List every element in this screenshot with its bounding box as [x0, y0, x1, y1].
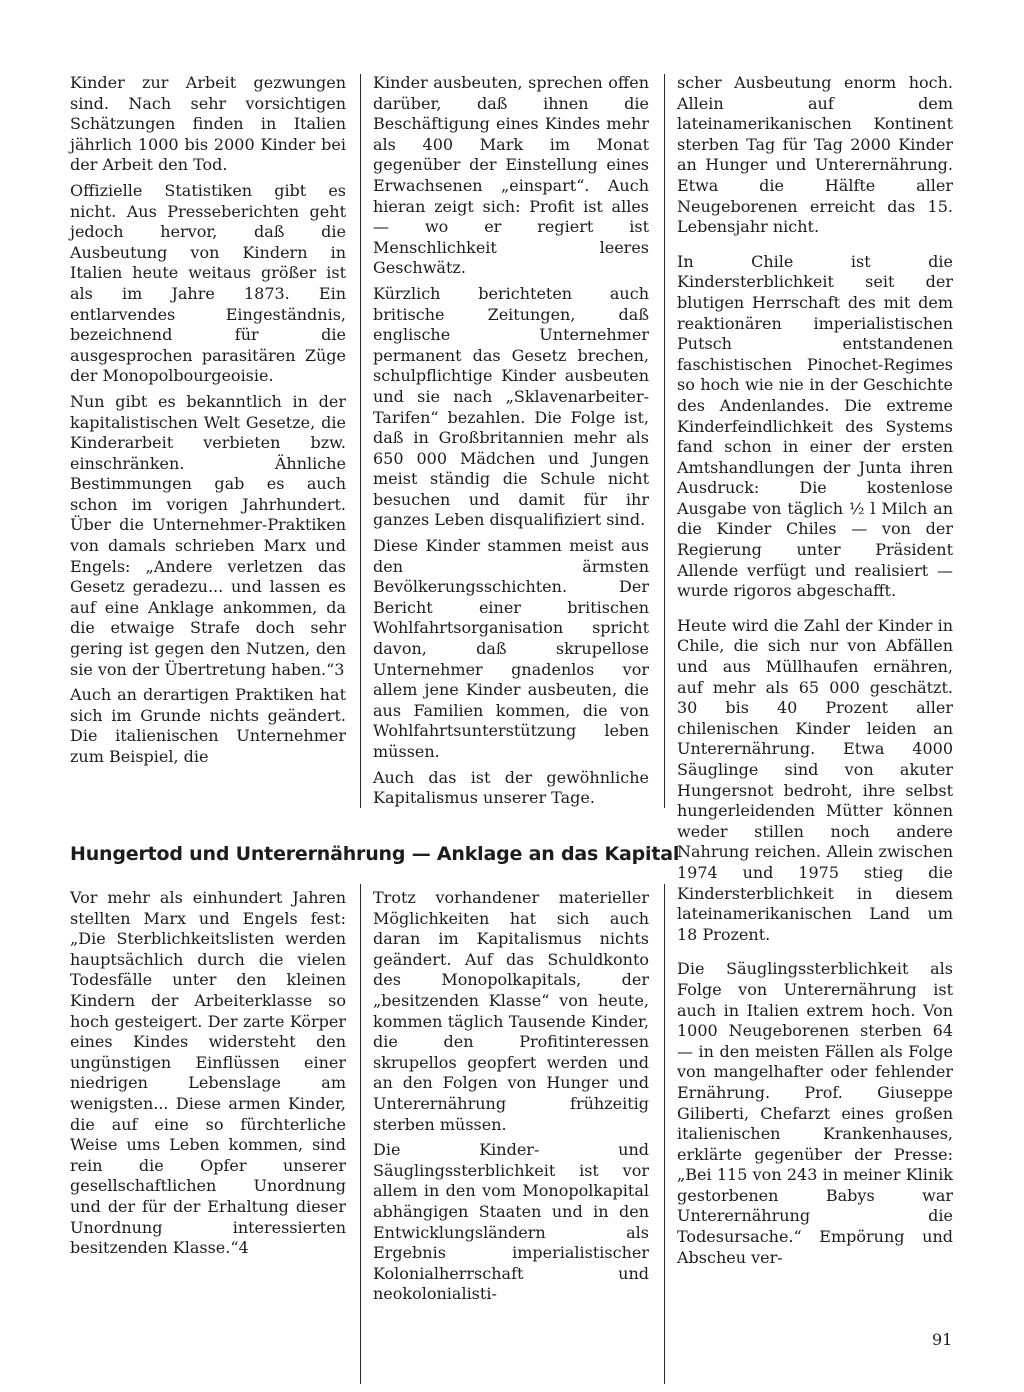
paragraph: Diese Kinder stammen meist aus den ärmsten Bevölkerungsschichten. Der Bericht einer britischen Wohlfahrtsorganisation spricht davon, daß skrupellose Unternehmer gnadenlos vor allem jene Kinder ausbeuten, die aus Familien kommen, die von Wohlfahrtsunterstützung leben müssen.: [373, 536, 649, 761]
column-divider: [360, 884, 361, 1384]
page-number: 91: [932, 1330, 953, 1349]
paragraph: Die Kinder- und Säuglingssterblichkeit ist vor allem in den vom Monopolkapital abhängigen Staaten und in den Entwicklungsländern als Ergebnis imperialistischer Kolonialherrschaft und neokolonialisti-: [373, 1140, 649, 1304]
text-column-4: [70, 888, 346, 1264]
column-divider: [360, 74, 361, 808]
paragraph: Kürzlich berichteten auch britische Zeitungen, daß englische Unternehmer permanent das Gesetz brechen, schulpflichtige Kinder ausbeuten und sie nach „Sklavenarbeiter-Tarifen“ bezahlen. Die Folge ist, daß in Großbritannien mehr als 650 000 Mädchen und Jungen meist ständig die Schule nicht besuchen und damit für ihr ganzes Leben disqualifiziert sind.: [373, 283, 649, 530]
paragraph: Vor mehr als einhundert Jahren stellten Marx und Engels fest: „Die Sterblichkeitslisten werden hauptsächlich durch die vielen Todesfälle unter den kleinen Kindern der Arbeiterklasse so hoch gesteigert. Der zarte Körper eines Kindes widersteht den ungünstigen Einflüssen einer niedrigen Lebenslage am wenigsten... Diese armen Kinder, die auf eine so fürchterliche Weise ums Leben kommen, sind rein die Opfer unserer gesellschaftlichen Unordnung und der für der Erhaltung dieser Unordnung interessierten besitzenden Klasse.“4: [70, 888, 346, 1258]
text-column-2: [373, 73, 649, 814]
section-heading: Hungertod und Unterernährung — Anklage an das Kapital: [70, 843, 680, 865]
column-divider: [664, 74, 665, 808]
paragraph: Auch das ist der gewöhnliche Kapitalismus unserer Tage.: [373, 767, 649, 808]
column-divider: [664, 884, 665, 1384]
paragraph: Auch an derartigen Praktiken hat sich im Grunde nichts geändert. Die italienischen Unternehmer zum Beispiel, die: [70, 685, 346, 766]
paragraph: Nun gibt es bekanntlich in der kapitalistischen Welt Gesetze, die Kinderarbeit verbieten bzw. einschränken. Ähnliche Bestimmungen gab es auch schon im vorigen Jahrhundert. Über die Unternehmer-Praktiken von damals schrieben Marx und Engels: „Andere verletzen das Gesetz geradezu... und lassen es auf eine Anklage ankommen, da die etwaige Strafe doch sehr gering ist gegen den Nutzen, den sie von der Übertretung haben.“3: [70, 391, 346, 679]
paragraph: Heute wird die Zahl der Kinder in Chile, die sich nur von Abfällen und aus Müllhaufen ernähren, auf mehr als 65 000 geschätzt. 30 bis 40 Prozent aller chilenischen Kinder leiden an Unterernährung. Etwa 4000 Säuglinge sind von akuter Hungersnot bedroht, ihre selbst hungerleidenden Mütter können weder stillen noch andere Nahrung reichen. Allein zwischen 1974 und 1975 stieg die Kindersterblichkeit in diesem lateinamerikanischen Land um 18 Prozent.: [677, 615, 953, 944]
paragraph: Kinder ausbeuten, sprechen offen darüber, daß ihnen die Beschäftigung eines Kindes mehr als 400 Mark im Monat gegenüber der Einstellung eines Erwachsenen „einspart“. Auch hieran zeigt sich: Profit ist alles — wo er regiert ist Menschlichkeit leeres Geschwätz.: [373, 73, 649, 278]
paragraph: scher Ausbeutung enorm hoch. Allein auf dem lateinamerikanischen Kontinent sterben Tag für Tag 2000 Kinder an Hunger und Unterernährung. Etwa die Hälfte aller Neugeborenen erreicht das 15. Lebensjahr nicht.: [677, 73, 953, 237]
paragraph: Offizielle Statistiken gibt es nicht. Aus Presseberichten geht jedoch hervor, daß die Ausbeutung von Kindern in Italien heute weitaus größer ist als im Jahre 1873. Ein entlarvendes Eingeständnis, bezeichnend für die ausgesprochen parasitären Züge der Monopolbourgeoisie.: [70, 180, 346, 386]
paragraph: Kinder zur Arbeit gezwungen sind. Nach sehr vorsichtigen Schätzungen finden in Italien jährlich 1000 bis 2000 Kinder bei der Arbeit den Tod.: [70, 73, 346, 175]
text-column-5: [373, 888, 649, 1310]
paragraph: In Chile ist die Kindersterblichkeit seit der blutigen Herrschaft des mit dem reaktionären imperialistischen Putsch entstandenen faschistischen Pinochet-Regimes so hoch wie nie in der Geschichte des Andenlandes. Die extreme Kinderfeindlichkeit des Systems fand schon in einer der ersten Amtshandlungen der Junta ihren Ausdruck: Die kostenlose Ausgabe von täglich ½ l Milch an die Kinder Chiles — von der Regierung unter Präsident Allende verfügt und realisiert — wurde rigoros abgeschafft.: [677, 251, 953, 601]
paragraph: Trotz vorhandener materieller Möglichkeiten hat sich auch daran im Kapitalismus nichts geändert. Auf das Schuldkonto des Monopolkapitals, der „besitzenden Klasse“ von heute, kommen täglich Tausende Kinder, die den Profitinteressen skrupellos geopfert werden und an den Folgen von Hunger und Unterernährung frühzeitig sterben müssen.: [373, 888, 649, 1134]
text-column-1: [70, 73, 346, 773]
paragraph: Die Säuglingssterblichkeit als Folge von Unterernährung ist auch in Italien extrem hoch. Von 1000 Neugeborenen sterben 64 — in den meisten Fällen als Folge von mangelhafter oder fehlender Ernährung. Prof. Giuseppe Giliberti, Chefarzt eines großen italienischen Krankenhauses, erklärte gegenüber der Presse: „Bei 115 von 243 in meiner Klinik gestorbenen Babys war Unterernährung die Todesursache.“ Empörung und Abscheu ver-: [677, 959, 953, 1267]
text-column-3: [677, 73, 953, 1273]
